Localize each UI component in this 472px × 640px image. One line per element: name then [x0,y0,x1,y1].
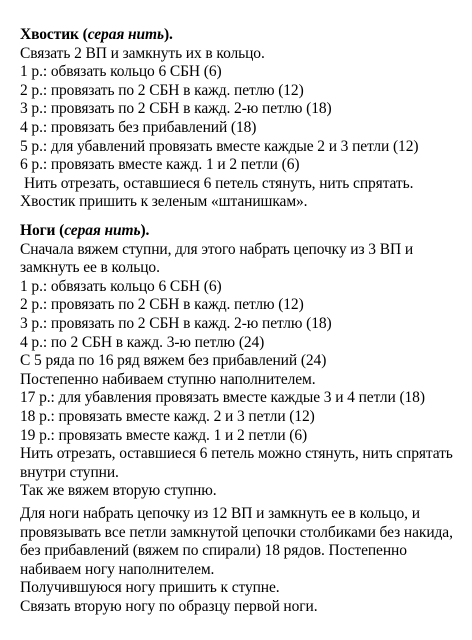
legs-heading-text: Ноги ( [20,222,65,239]
legs-line: С 5 ряда по 16 ряд вяжем без прибавлений (24) [20,352,327,370]
leg-body-line: Связать вторую ногу по образцу первой ноги. [20,597,318,615]
leg-body-line: провязывать все петли замкнутой цепочки столбиками без накида, [20,523,453,541]
leg-body-line: набиваем ногу наполнителем. [20,560,215,578]
legs-line: 4 р.: по 2 СБН в кажд. 3-ю петлю (24) [20,333,265,351]
legs-line: внутри ступни. [20,463,119,481]
tail-heading-end: ). [163,26,173,43]
tail-heading-text: Хвостик ( [20,26,88,43]
legs-heading-italic: серая нить [64,222,141,239]
tail-line: Нить отрезать, оставшиеся 6 петель стянуть, нить спрятать. [24,174,414,192]
legs-heading-end: ). [140,222,150,239]
legs-heading [20,222,460,241]
tail-section [20,26,460,212]
tail-line: Хвостик пришить к зеленым «штанишкам». [20,193,308,211]
legs-line: 19 р.: провязать вместе кажд. 1 и 2 петли (6) [20,426,308,444]
tail-line: 5 р.: для убавлений провязать вместе каждые 2 и 3 петли (12) [20,137,419,155]
legs-line: 2 р.: провязать по 2 СБН в кажд. петлю (12) [20,296,304,314]
legs-line: Сначала вяжем ступни, для этого набрать цепочку из 3 ВП и [20,240,414,258]
legs-line: 17 р.: для убавления провязать вместе каждые 3 и 4 петли (18) [20,389,425,407]
legs-line: Постепенно набиваем ступню наполнителем. [20,370,316,388]
legs-line: 1 р.: обвязать кольцо 6 СБН (6) [20,277,222,295]
tail-line: 2 р.: провязать по 2 СБН в кажд. петлю (12) [20,81,304,99]
tail-line: 4 р.: провязать без прибавлений (18) [20,118,257,136]
tail-heading [20,26,460,45]
legs-line: Так же вяжем вторую ступню. [20,482,217,500]
leg-body-section [20,505,460,617]
legs-section [20,222,460,501]
tail-line: 3 р.: провязать по 2 СБН в кажд. 2-ю петлю (18) [20,100,332,118]
leg-body-line: Для ноги набрать цепочку из 12 ВП и замкнуть ее в кольцо, и [20,505,420,522]
tail-heading-italic: серая нить [87,26,164,43]
legs-line: 18 р.: провязать вместе кажд. 2 и 3 петли (12) [20,407,315,425]
leg-body-line: без прибавлений (вяжем по спирали) 18 рядов. Постепенно [20,542,407,560]
tail-line: 6 р.: провязать вместе кажд. 1 и 2 петли (6) [20,156,300,174]
legs-line: замкнуть ее в кольцо. [20,259,160,277]
tail-line: 1 р.: обвязать кольцо 6 СБН (6) [20,63,222,81]
leg-body-line: Получившуюся ногу пришить к ступне. [20,579,280,597]
legs-line: 3 р.: провязать по 2 СБН в кажд. 2-ю петлю (18) [20,314,332,332]
legs-line: Нить отрезать, оставшиеся 6 петель можно стянуть, нить спрятать [20,445,453,463]
tail-line: Связать 2 ВП и замкнуть их в кольцо. [20,44,265,62]
